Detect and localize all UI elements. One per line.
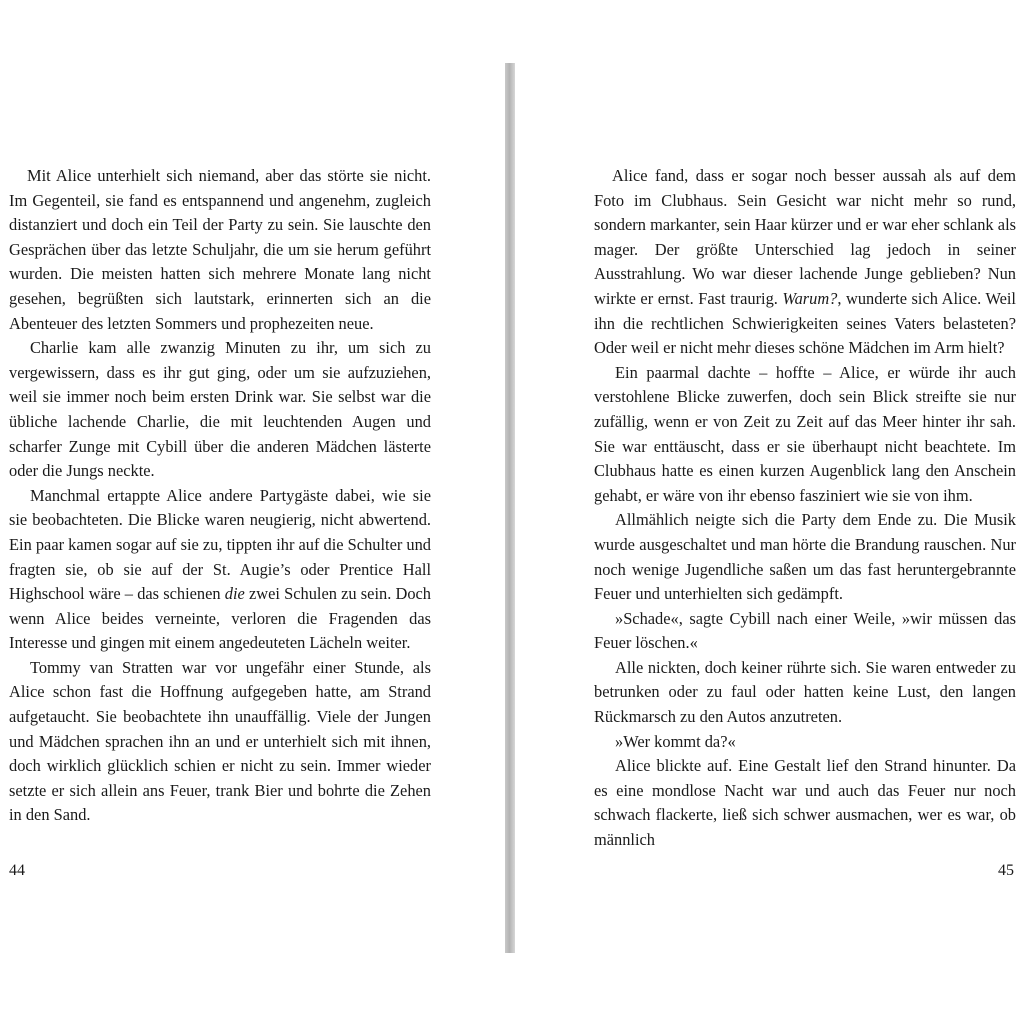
paragraph: »Wer kommt da?« (615, 731, 736, 751)
italic-word: Warum? (782, 288, 838, 308)
paragraph (9, 484, 431, 656)
paragraph: Alice blickte auf. Eine Gestalt lief den Strand hinunter. Da es eine mondlose Nacht war und auch das Feuer nur noch schwach flackerte, ließ sich schwer ausmachen, wer es war, ob männlich (594, 756, 1016, 850)
paragraph-text: Alice fand, dass er sogar noch besser aussah als auf dem Foto im Clubhaus. Sein Gesicht war nicht mehr so rund, sondern markanter, sein Haar kürzer und er war eher schlank als mager. Der größte Unterschied lag jedoch in seiner Ausstrahlung. Wo war dieser lachende Junge geblieben? Nun wirkte er ernst. Fast traurig. (594, 166, 1016, 308)
paragraph: Mit Alice unterhielt sich niemand, aber das störte sie nicht. Im Gegenteil, sie fand es entspannend und angenehm, zugleich distanziert und doch ein Teil der Party zu sein. Sie lauschte den Gesprächen über das letzte Schuljahr, die um sie herum geführt wurden. Die meisten hatten sich mehrere Monate lang nicht gesehen, begrüßten sich lautstark, erinnerten sich an die Abenteuer des letzten Sommers und prophezeiten neue. (9, 166, 431, 333)
book-gutter (505, 63, 515, 953)
paragraph: Ein paarmal dachte – hoffte – Alice, er würde ihr auch verstohlene Blicke zuwerfen, doch sein Blick streifte sie nur zufällig, wenn er von Zeit zu Zeit auf das Meer hinter ihr sah. Sie war enttäuscht, dass er sie überhaupt nicht beachtete. Im Clubhaus hatte es einen kurzen Augenblick lang den Anschein gehabt, er wäre von ihr ebenso fasziniert wie sie von ihm. (594, 362, 1016, 505)
left-page-text (9, 164, 431, 828)
right-page-text (594, 164, 1016, 853)
page-number-left: 44 (9, 862, 25, 879)
paragraph: Allmählich neigte sich die Party dem Ende zu. Die Musik wurde ausgeschaltet und man hörte die Brandung rauschen. Nur noch wenige Jugendliche saßen um das fast heruntergebrannte Feuer und unterhielten sich gedämpft. (594, 510, 1016, 604)
paragraph-text: , wunderte sich Alice. Weil ihn die rechtlichen Schwierigkeiten seines Vaters belasteten? Oder weil er nicht mehr dieses schöne Mädchen im Arm hielt? (594, 288, 1016, 358)
paragraph: Alle nickten, doch keiner rührte sich. Sie waren entweder zu betrunken oder zu faul oder hatten keine Lust, den langen Rückmarsch zu den Autos anzutreten. (594, 657, 1016, 727)
page-number-right: 45 (998, 862, 1014, 879)
paragraph: »Schade«, sagte Cybill nach einer Weile, »wir müssen das Feuer löschen.« (594, 608, 1016, 653)
paragraph-text: zwei Schulen zu sein. Doch wenn Alice beides verneinte, verloren die Fragenden das Interesse und gingen mit einem angedeuteten Lächeln weiter. (9, 584, 431, 653)
paragraph: Charlie kam alle zwanzig Minuten zu ihr, um sich zu vergewissern, dass es ihr gut ging, oder um sie aufzuziehen, weil sie immer noch beim ersten Drink war. Sie selbst war die übliche lachende Charlie, die mit leuchtenden Augen und scharfer Zunge mit Cybill über die anderen Mädchen lästerte oder die Jungs neckte. (9, 338, 431, 481)
paragraph-text: Manchmal ertappte Alice andere Partygäste dabei, wie sie sie beobachteten. Die Blicke waren neugierig, nicht abwertend. Ein paar kamen sogar auf sie zu, tippten ihr auf die Schulter und fragten sie, ob sie auf der St. Augie’s oder Prentice Hall Highschool wäre – das schienen (9, 485, 431, 604)
italic-word: die (224, 584, 245, 604)
paragraph (594, 164, 1016, 361)
paragraph: Tommy van Stratten war vor ungefähr einer Stunde, als Alice schon fast die Hoffnung aufgegeben hatte, am Strand aufgetaucht. Sie beobachtete ihn unauffällig. Viele der Jungen und Mädchen sprachen ihn an und er unterhielt sich mit ihnen, doch wirklich glücklich schien er nicht zu sein. Immer wieder setzte er sich allein ans Feuer, trank Bier und bohrte die Zehen in den Sand. (9, 657, 431, 825)
